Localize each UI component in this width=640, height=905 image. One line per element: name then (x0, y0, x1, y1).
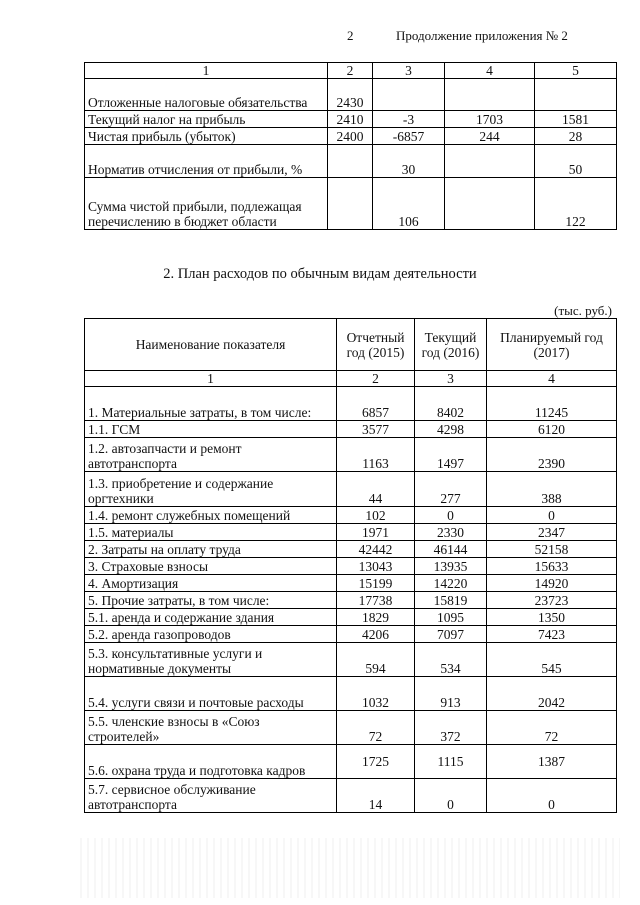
cell-value: 1095 (415, 609, 487, 626)
cell-value: 0 (415, 507, 487, 524)
cell-value: 1350 (487, 609, 617, 626)
row-label: 5.3. консультативные услуги и нормативные документы (85, 643, 337, 677)
cell-value: 1971 (337, 524, 415, 541)
cell-value: 1725 (337, 745, 415, 779)
table-row (85, 507, 617, 524)
table-header-numbers (85, 371, 617, 387)
cell-value: 15819 (415, 592, 487, 609)
col-number: 1 (85, 63, 328, 79)
row-label: Сумма чистой прибыли, подлежащая перечислению в бюджет области (85, 178, 328, 230)
row-label: 4. Амортизация (85, 575, 337, 592)
col-number: 5 (535, 63, 617, 79)
cell-value: 102 (337, 507, 415, 524)
table-row (85, 779, 617, 813)
row-label: Чистая прибыль (убыток) (85, 128, 328, 145)
expenses-table (84, 318, 617, 813)
cell-value: 14920 (487, 575, 617, 592)
row-label: Текущий налог на прибыль (85, 111, 328, 128)
row-label: 1.5. материалы (85, 524, 337, 541)
table-row (85, 643, 617, 677)
table-row (85, 111, 617, 128)
row-label: 5.4. услуги связи и почтовые расходы (85, 677, 337, 711)
continuation-label: Продолжение приложения № 2 (396, 28, 568, 43)
cell-value: 15633 (487, 558, 617, 575)
row-label: 1.3. приобретение и содержание оргтехники (85, 472, 337, 507)
cell-value: 372 (415, 711, 487, 745)
table-header-numbers (85, 63, 617, 79)
column-header-2016: Текущий год (2016) (415, 319, 487, 371)
table-row (85, 541, 617, 558)
page-number: 2 (347, 28, 354, 43)
row-label: 5.1. аренда и содержание здания (85, 609, 337, 626)
col-number: 1 (85, 371, 337, 387)
cell-value: 534 (415, 643, 487, 677)
table-row (85, 79, 617, 111)
table-row (85, 745, 617, 779)
table-row (85, 178, 617, 230)
page-header (0, 28, 640, 48)
cell-value: 277 (415, 472, 487, 507)
cell-value: 1497 (415, 438, 487, 472)
col-number: 2 (328, 63, 373, 79)
cell-value: 15199 (337, 575, 415, 592)
cell-value: 1115 (415, 745, 487, 779)
row-label: 1.4. ремонт служебных помещений (85, 507, 337, 524)
section-title: 2. План расходов по обычным видам деятельности (163, 266, 477, 282)
col-number: 3 (373, 63, 445, 79)
cell-value: 2410 (328, 111, 373, 128)
cell-value (328, 145, 373, 178)
cell-value: -3 (373, 111, 445, 128)
row-label: 5.2. аренда газопроводов (85, 626, 337, 643)
cell-value: 50 (535, 145, 617, 178)
cell-value: 1032 (337, 677, 415, 711)
cell-value: 8402 (415, 387, 487, 421)
table-row (85, 421, 617, 438)
cell-value: 28 (535, 128, 617, 145)
cell-value: 2330 (415, 524, 487, 541)
table-row (85, 677, 617, 711)
cell-value: 7097 (415, 626, 487, 643)
tax-table (84, 62, 617, 230)
cell-value: 6857 (337, 387, 415, 421)
cell-value: 545 (487, 643, 617, 677)
units-label: (тыс. руб.) (554, 303, 612, 318)
cell-value: 46144 (415, 541, 487, 558)
cell-value: 0 (487, 779, 617, 813)
cell-value: 44 (337, 472, 415, 507)
row-label: Отложенные налоговые обязательства (85, 79, 328, 111)
table-row (85, 711, 617, 745)
row-label: 1. Материальные затраты, в том числе: (85, 387, 337, 421)
cell-value: 4206 (337, 626, 415, 643)
table-row (85, 524, 617, 541)
cell-value (445, 79, 535, 111)
row-label: 2. Затраты на оплату труда (85, 541, 337, 558)
table-row (85, 626, 617, 643)
cell-value: 17738 (337, 592, 415, 609)
cell-value (328, 178, 373, 230)
cell-value: 52158 (487, 541, 617, 558)
table-row (85, 387, 617, 421)
table-row (85, 128, 617, 145)
cell-value: 6120 (487, 421, 617, 438)
table-row (85, 438, 617, 472)
cell-value: 7423 (487, 626, 617, 643)
cell-value (373, 79, 445, 111)
cell-value: 244 (445, 128, 535, 145)
cell-value: 388 (487, 472, 617, 507)
col-number: 2 (337, 371, 415, 387)
row-label: 5.7. сервисное обслуживание автотранспорта (85, 779, 337, 813)
row-label: 5.6. охрана труда и подготовка кадров (85, 745, 337, 779)
cell-value: 122 (535, 178, 617, 230)
table-row (85, 575, 617, 592)
cell-value: 2430 (328, 79, 373, 111)
cell-value (535, 79, 617, 111)
cell-value: 1387 (487, 745, 617, 779)
table-row (85, 592, 617, 609)
cell-value: -6857 (373, 128, 445, 145)
cell-value: 23723 (487, 592, 617, 609)
cell-value: 14 (337, 779, 415, 813)
row-label: 1.1. ГСМ (85, 421, 337, 438)
cell-value: 106 (373, 178, 445, 230)
col-number: 3 (415, 371, 487, 387)
cell-value: 913 (415, 677, 487, 711)
table-row (85, 609, 617, 626)
cell-value: 0 (415, 779, 487, 813)
scan-noise (80, 838, 620, 898)
cell-value: 4298 (415, 421, 487, 438)
cell-value: 1703 (445, 111, 535, 128)
cell-value: 13935 (415, 558, 487, 575)
column-header-2015: Отчетный год (2015) (337, 319, 415, 371)
cell-value: 1581 (535, 111, 617, 128)
cell-value: 14220 (415, 575, 487, 592)
col-number: 4 (445, 63, 535, 79)
table-header (85, 319, 617, 371)
row-label: 5. Прочие затраты, в том числе: (85, 592, 337, 609)
cell-value: 1163 (337, 438, 415, 472)
cell-value: 72 (337, 711, 415, 745)
cell-value: 11245 (487, 387, 617, 421)
row-label: 5.5. членские взносы в «Союз строителей» (85, 711, 337, 745)
column-header-2017: Планируемый год (2017) (487, 319, 617, 371)
cell-value: 3577 (337, 421, 415, 438)
cell-value: 13043 (337, 558, 415, 575)
cell-value: 594 (337, 643, 415, 677)
cell-value: 2042 (487, 677, 617, 711)
row-label: 1.2. автозапчасти и ремонт автотранспорта (85, 438, 337, 472)
cell-value (445, 145, 535, 178)
table-row (85, 145, 617, 178)
cell-value: 42442 (337, 541, 415, 558)
cell-value: 2400 (328, 128, 373, 145)
column-header-name: Наименование показателя (85, 319, 337, 371)
col-number: 4 (487, 371, 617, 387)
cell-value: 2390 (487, 438, 617, 472)
table-row (85, 558, 617, 575)
cell-value: 2347 (487, 524, 617, 541)
cell-value: 1829 (337, 609, 415, 626)
cell-value: 30 (373, 145, 445, 178)
cell-value: 72 (487, 711, 617, 745)
cell-value (445, 178, 535, 230)
table-row (85, 472, 617, 507)
row-label: Норматив отчисления от прибыли, % (85, 145, 328, 178)
cell-value: 0 (487, 507, 617, 524)
row-label: 3. Страховые взносы (85, 558, 337, 575)
